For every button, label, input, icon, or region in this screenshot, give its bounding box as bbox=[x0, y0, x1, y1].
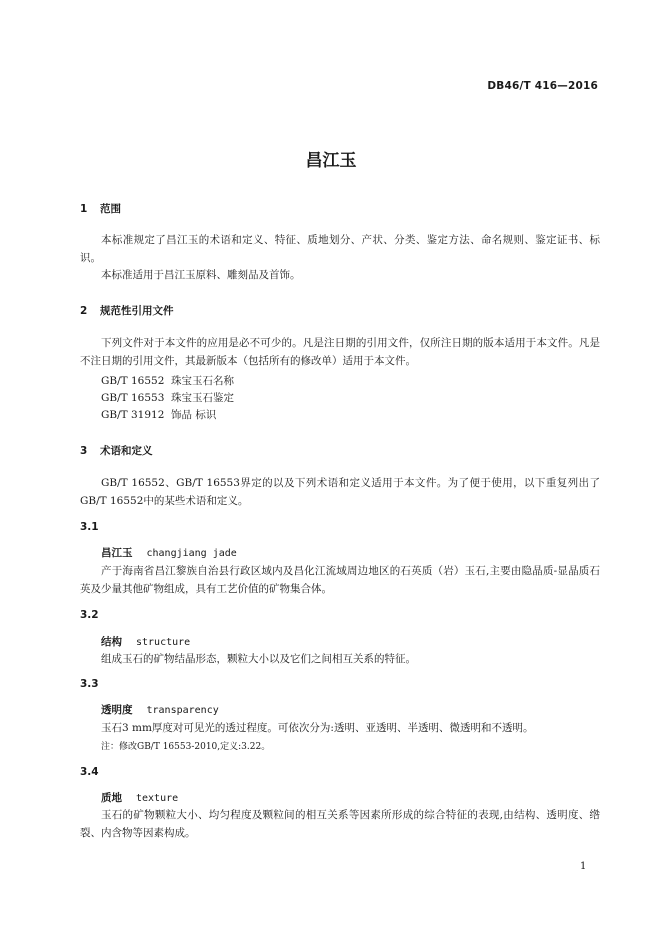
term-chinese: 透明度 bbox=[101, 704, 133, 716]
term-number: 3.1 bbox=[80, 521, 99, 533]
section-1-paragraph-1: 本标准规定了昌江玉的术语和定义、特征、质地划分、产状、分类、鉴定方法、命名规则、鉴定证书、标识。 bbox=[80, 234, 600, 264]
term-definition: 产于海南省昌江黎族自治县行政区域内及昌化江流域周边地区的石英质（岩）玉石,主要由隐晶质-显晶质石英及少量其他矿物组成，具有工艺价值的矿物集合体。 bbox=[80, 565, 600, 595]
section-number: 1 bbox=[80, 203, 88, 215]
term-heading bbox=[101, 702, 219, 717]
reference-item bbox=[101, 407, 216, 422]
term-english: structure bbox=[136, 637, 191, 648]
reference-code: GB/T 31912 bbox=[101, 409, 165, 421]
section-number: 3 bbox=[80, 445, 88, 457]
section-3-heading bbox=[80, 443, 153, 458]
term-definition: 玉石的矿物颗粒大小、均匀程度及颗粒间的相互关系等因素所形成的综合特征的表现,由结构、透明度、绺裂、内含物等因素构成。 bbox=[80, 809, 600, 839]
reference-name: 珠宝玉石名称 bbox=[171, 375, 234, 387]
standard-number: DB46/T 416—2016 bbox=[487, 80, 598, 92]
reference-code: GB/T 16553 bbox=[101, 392, 165, 404]
reference-item bbox=[101, 373, 234, 388]
term-definition: 玉石3 mm厚度对可见光的透过程度。可依次分为:透明、亚透明、半透明、微透明和不透明。 bbox=[101, 722, 534, 734]
page-number: 1 bbox=[580, 861, 587, 872]
term-english: texture bbox=[136, 793, 179, 804]
term-heading bbox=[101, 634, 190, 649]
section-title: 术语和定义 bbox=[100, 445, 153, 457]
section-title: 规范性引用文件 bbox=[100, 305, 174, 317]
term-number: 3.3 bbox=[80, 678, 99, 690]
term-chinese: 结构 bbox=[101, 636, 122, 648]
section-title: 范围 bbox=[100, 203, 121, 215]
reference-code: GB/T 16552 bbox=[101, 375, 165, 387]
term-note: 注：修改GB/T 16553-2010,定义:3.22。 bbox=[101, 742, 271, 752]
section-1-heading bbox=[80, 201, 121, 216]
section-3-paragraph-1: GB/T 16552、GB/T 16553界定的以及下列术语和定义适用于本文件。为了便于使用，以下重复列出了GB/T 16552中的某些术语和定义。 bbox=[80, 477, 600, 507]
term-number: 3.4 bbox=[80, 766, 99, 778]
term-heading bbox=[101, 545, 237, 560]
term-chinese: 昌江玉 bbox=[101, 547, 133, 559]
reference-name: 饰品 标识 bbox=[171, 409, 217, 421]
term-heading bbox=[101, 790, 178, 805]
term-number: 3.2 bbox=[80, 609, 99, 621]
term-definition: 组成玉石的矿物结晶形态，颗粒大小以及它们之间相互关系的特征。 bbox=[101, 653, 416, 665]
term-english: changjiang jade bbox=[146, 548, 237, 559]
section-2-paragraph-1: 下列文件对于本文件的应用是必不可少的。凡是注日期的引用文件，仅所注日期的版本适用于本文件。凡是不注日期的引用文件，其最新版本（包括所有的修改单）适用于本文件。 bbox=[80, 337, 600, 367]
section-1-paragraph-2: 本标准适用于昌江玉原料、雕刻品及首饰。 bbox=[101, 269, 301, 281]
document-title: 昌江玉 bbox=[305, 151, 357, 171]
term-chinese: 质地 bbox=[101, 792, 122, 804]
reference-item bbox=[101, 390, 234, 405]
reference-name: 珠宝玉石鉴定 bbox=[171, 392, 234, 404]
section-2-heading bbox=[80, 303, 174, 318]
term-english: transparency bbox=[146, 705, 219, 716]
section-number: 2 bbox=[80, 305, 88, 317]
